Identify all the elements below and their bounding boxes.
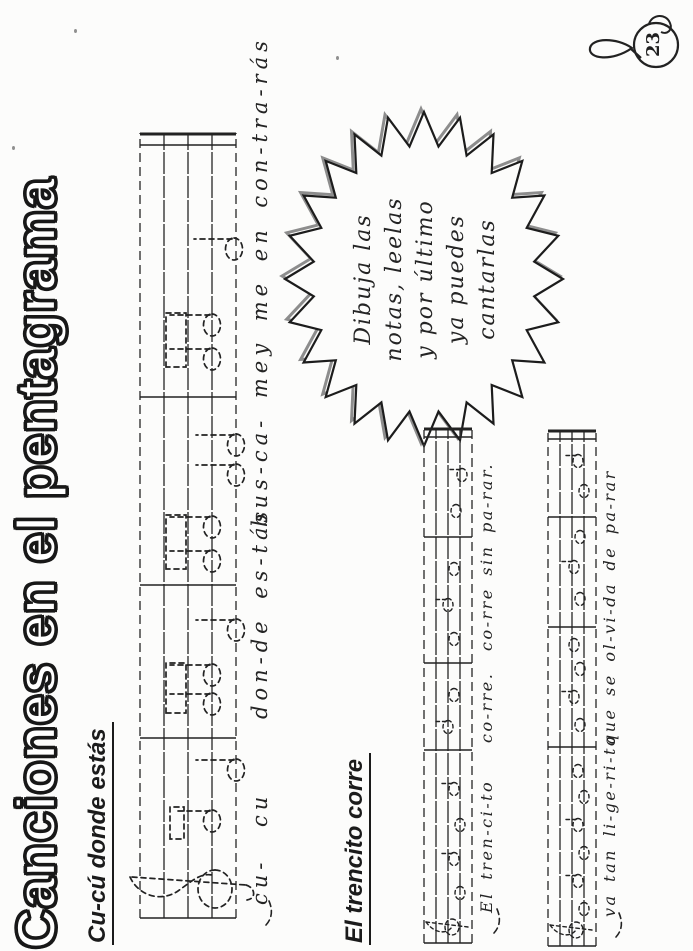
song2-lyrics-row1 [477, 0, 507, 951]
lyric-syllable: don-de es-tás [248, 506, 272, 719]
note-head [449, 783, 459, 796]
note-head [569, 561, 579, 574]
lyric-syllable: que se ol-vi-da de pa-rar [600, 469, 619, 745]
activity-note-line: cantarlas [475, 218, 500, 340]
treble-clef-icon [569, 922, 583, 938]
lyric-syllable: co-rre. [477, 671, 496, 743]
lyric-syllable: co-rre sin pa-rar. [477, 462, 496, 651]
note-head [569, 691, 579, 704]
note-beam [166, 515, 186, 569]
scan-speck [74, 29, 77, 33]
note-beam [166, 313, 186, 367]
note-head [573, 765, 583, 778]
song2-heading: El trencito corre [341, 753, 371, 945]
treble-clef-icon [132, 877, 246, 885]
treble-clef-icon [426, 922, 468, 927]
scan-speck [336, 56, 339, 60]
lyric-syllable: El tren-ci-to [477, 779, 496, 913]
note-beam [166, 663, 186, 713]
lyric-syllable: cu [248, 791, 272, 827]
activity-note-line: y por último [413, 199, 438, 359]
activity-note-line: ya puedes [444, 213, 469, 345]
lyric-syllable: va tan li-ge-ri-to [600, 733, 619, 917]
lyric-syllable: cu- [248, 857, 272, 905]
note-head [457, 469, 467, 482]
song2-lyrics-row2 [600, 0, 630, 951]
song1-heading: Cu-cú donde estás [84, 722, 114, 945]
activity-note-line: notas, leelas [382, 196, 407, 362]
scan-speck [12, 146, 15, 150]
song2-heading-wrap [341, 753, 369, 945]
activity-note-line: Dibuja las [351, 213, 376, 345]
note-head [449, 633, 459, 646]
song1-lyrics-row [248, 0, 278, 951]
treble-clef-icon [550, 925, 592, 930]
note-head [573, 819, 583, 832]
lyric-syllable: bus-ca- mey me en con-tra-rás [248, 36, 272, 527]
note-head [573, 875, 583, 888]
note-head [449, 689, 459, 702]
note-head [573, 455, 583, 468]
page-number: 23 [643, 31, 664, 58]
note-head [449, 563, 459, 576]
treble-clef-icon [445, 919, 459, 935]
note-head [449, 853, 459, 866]
note-head [569, 639, 579, 652]
page-title: Canciones en el pentagrama [5, 177, 67, 949]
note-head [226, 238, 243, 260]
